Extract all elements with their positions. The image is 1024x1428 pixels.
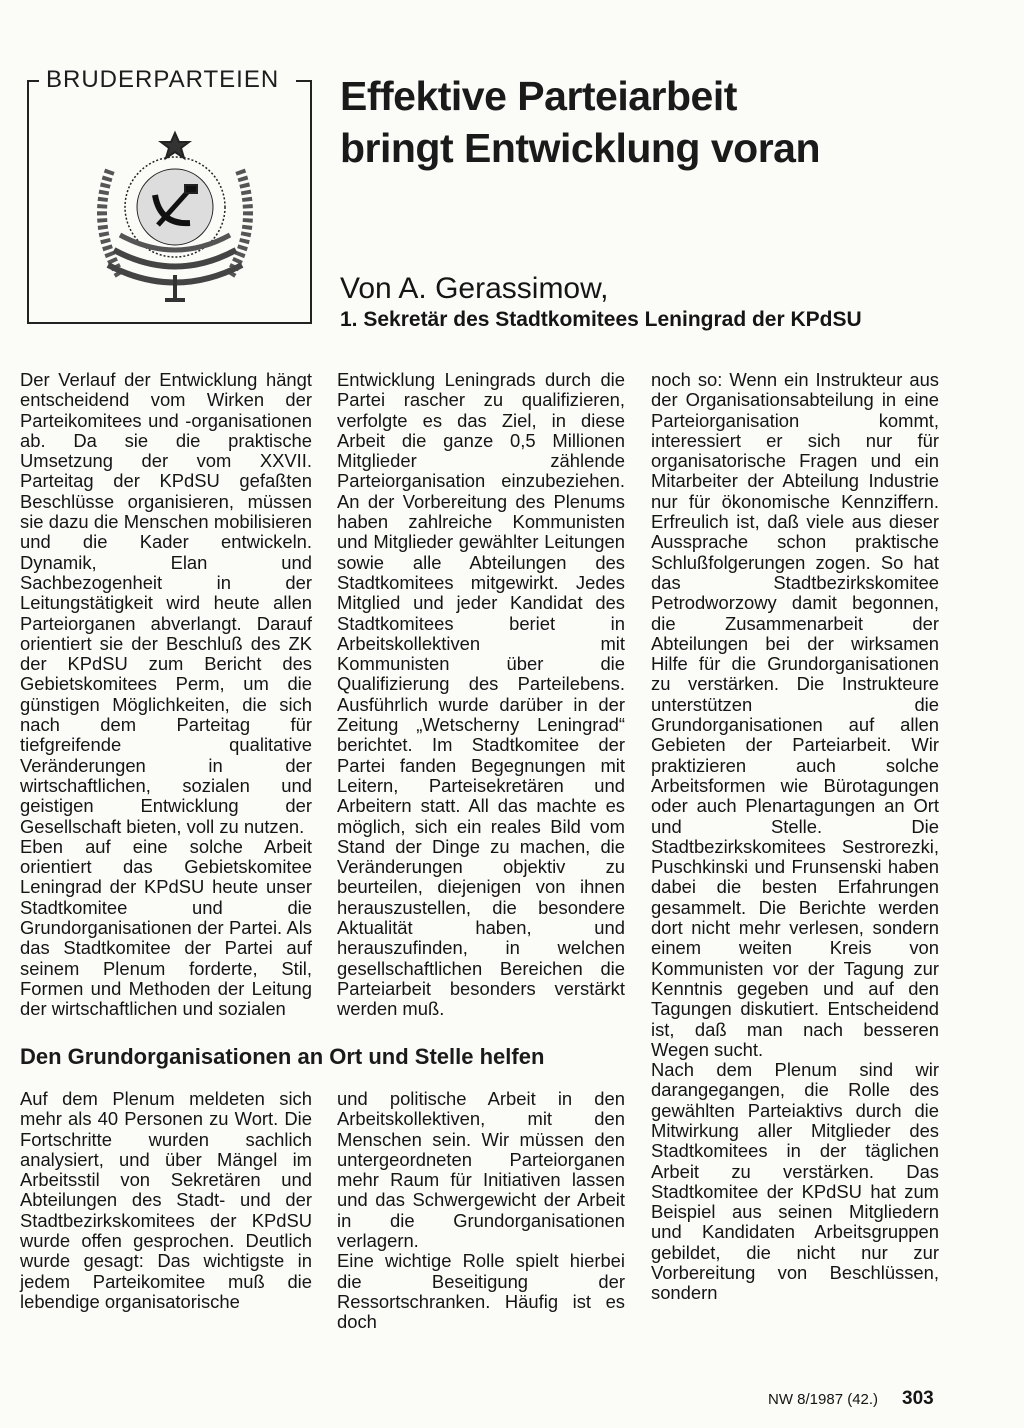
article-headline bbox=[340, 70, 900, 174]
soviet-state-emblem-icon bbox=[80, 125, 270, 310]
paragraph: Eine wichtige Rolle spielt hierbei die Beseitigung der Ressortschranken. Häufig ist es doch bbox=[337, 1250, 625, 1333]
body-column-2 bbox=[337, 370, 625, 1020]
body-column-1 bbox=[20, 370, 312, 1020]
author-name: Von A. Gerassimow, bbox=[340, 272, 609, 305]
page-number: 303 bbox=[902, 1388, 934, 1409]
section-kicker: BRUDERPARTEIEN bbox=[46, 66, 280, 93]
body-column-1-lower bbox=[20, 1089, 312, 1312]
paragraph: Auf dem Plenum meldeten sich mehr als 40 Personen zu Wort. Die Fortschritte wurden sachlich analysiert, und über Mängel im Arbeitsstil von Sekretären und Abteilungen des Stadt- und der Stadtbezirkskomitees der KPdSU wurde offen gesprochen. Deutlich wurde gesagt: Das wichtigste in jedem Parteikomitee muß die lebendige organisatorische bbox=[20, 1088, 312, 1312]
kicker-frame-top-right bbox=[296, 80, 312, 82]
author-role: 1. Sekretär des Stadtkomitees Leningrad der KPdSU bbox=[340, 308, 862, 331]
paragraph: Eben auf eine solche Arbeit orientiert das Gebietskomitee Leningrad der KPdSU heute unser Stadtkomitee und die Grundorganisationen der Partei. Als das Stadtkomitee der Partei auf seinem Plenum forderte, Stil, Formen und Methoden der Leitung der wirtschaftlichen und sozialen bbox=[20, 835, 312, 1020]
section-subheading: Den Grundorganisationen an Ort und Stelle helfen bbox=[20, 1044, 545, 1069]
kicker-frame-top-left bbox=[27, 80, 39, 82]
body-column-3 bbox=[651, 370, 939, 1304]
paragraph: noch so: Wenn ein Instrukteur aus der Organisationsabteilung in eine Parteiorganisation kommt, interessiert er sich nur für organisatorische Fragen und ein Mitarbeiter der Abteilung Industrie nur für ökonomische Kennziffern. Erfreulich ist, daß viele aus dieser Aussprache schon praktische Schlußfolgerungen zogen. So hat das Stadtbezirkskomitee Petrodworzowy damit begonnen, die Zusammenarbeit der Abteilungen bei der wirksamen Hilfe für die Grundorganisationen zu verstärken. Die Instrukteure unterstützen die Grundorganisationen auf allen Gebieten der Parteiarbeit. Wir praktizieren auch solche Arbeitsformen wie Bürotagungen oder auch Plenartagungen an Ort und Stelle. Die Stadtbezirkskomitees Sestrorezki, Puschkinski und Frunsenski haben dabei die besten Erfahrungen gesammelt. Die Berichte werden dort nicht mehr verlesen, sondern einem weiten Kreis von Kommunisten vor der Tagung zur Kenntnis gegeben und auf den Tagungen diskutiert. Entscheidend ist, daß man nach besseren Wegen sucht. bbox=[651, 369, 939, 1060]
headline-line-2: bringt Entwicklung voran bbox=[340, 125, 821, 171]
paragraph: Entwicklung Leningrads durch die Partei rascher zu qualifizieren, verfolgte es das Ziel, in diese Arbeit die ganze 0,5 Millionen Mitglieder zählende Parteiorganisation einzubeziehen. An der Vorbereitung des Plenums haben zahlreiche Kommunisten und Mitglieder gewählter Leitungen sowie alle Abteilungen des Stadtkomitees mitgewirkt. Jedes Mitglied und jeder Kandidat des Stadtkomitees beriet in Arbeitskollektiven mit Kommunisten über die Qualifizierung des Parteilebens. Ausführlich wurde darüber in der Zeitung „Wetscherny Leningrad“ berichtet. Im Stadtkomitee der Partei fanden Begegnungen mit Leitern, Parteisekretären und Arbeitern statt. All das machte es möglich, sich ein reales Bild vom Stand der Dinge zu machen, die Veränderungen objektiv zu beurteilen, diejenigen von ihnen herauszustellen, die besondere Aktualität haben, und herauszufinden, in welchen gesellschaftlichen Bereichen die Parteiarbeit besonders verstärkt werden muß. bbox=[337, 369, 625, 1020]
paragraph: und politische Arbeit in den Arbeitskollektiven, mit den Menschen sein. Wir müssen den untergeordneten Parteiorganen mehr Raum für Initiativen lassen und das Schwergewicht der Arbeit in die Grundorganisationen verlagern. bbox=[337, 1088, 625, 1252]
paragraph: Nach dem Plenum sind wir darangegangen, die Rolle des gewählten Parteiaktivs durch die Mitwirkung aller Mitglieder des Stadtkomitees in der täglichen Arbeit zu verstärken. Das Stadtkomitee der KPdSU hat zum Beispiel aus seinen Mitgliedern und Kandidaten Arbeitsgruppen gebildet, die nicht nur zur Vorbereitung von Beschlüssen, sondern bbox=[651, 1059, 939, 1304]
issue-reference: NW 8/1987 (42.) bbox=[768, 1391, 879, 1408]
headline-line-1: Effektive Parteiarbeit bbox=[340, 73, 737, 119]
paragraph: Der Verlauf der Entwicklung hängt entscheidend vom Wirken der Parteikomitees und -organisationen ab. Da sie die praktische Umsetzung der vom XXVII. Parteitag der KPdSU gefaßten Beschlüsse organisieren, müssen sie dazu die Menschen mobilisieren und die Kader entwickeln. Dynamik, Elan und Sachbezogenheit in der Leitungstätigkeit wird heute allen Parteiorganen abverlangt. Darauf orientiert sie der Beschluß des ZK der KPdSU zum Bericht des Gebietskomitees Perm, um die günstigen Möglichkeiten, die sich nach dem Parteitag für tiefgreifende qualitative Veränderungen in der wirtschaftlichen, sozialen und geistigen Entwicklung der Gesellschaft bieten, voll zu nutzen. bbox=[20, 369, 312, 837]
body-column-2-lower bbox=[337, 1089, 625, 1333]
